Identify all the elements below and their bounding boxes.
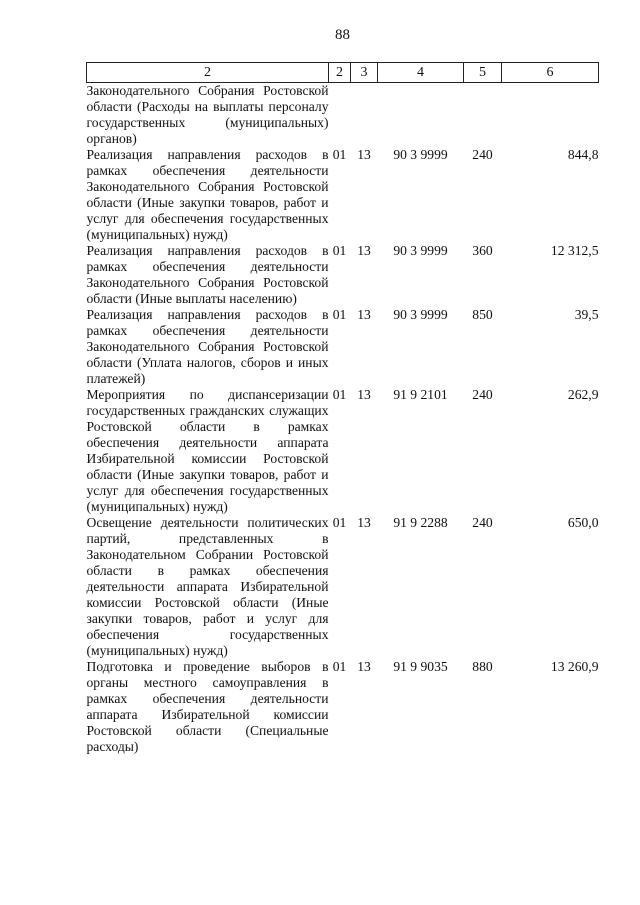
row-subsection: 13 — [357, 307, 371, 322]
row-description: Подготовка и проведение выборов в органы местного самоуправления в рамках обеспечения деятельности аппарата Избирательной комиссии Ростовской области (Специальные расходы) — [86, 659, 329, 754]
row-target-article: 90 3 9999 — [393, 243, 448, 258]
row-amount: 650,0 — [567, 515, 599, 530]
row-description: Реализация направления расходов в рамках обеспечения деятельности Законодательного Собрания Ростовской области (Уплата налогов, сборов и иных платежей) — [86, 307, 329, 386]
table-row — [87, 387, 599, 515]
row-target-article: 91 9 9035 — [393, 659, 448, 674]
table-row — [87, 515, 599, 659]
row-target-article: 90 3 9999 — [393, 307, 448, 322]
row-section: 01 — [332, 307, 347, 322]
row-expense-type: 360 — [472, 243, 493, 258]
header-col-target-article: 4 — [378, 63, 464, 83]
row-subsection: 13 — [357, 659, 371, 674]
page-number: 88 — [335, 27, 350, 43]
table-row — [87, 307, 599, 387]
table-header-row — [87, 63, 599, 83]
row-section: 01 — [332, 659, 347, 674]
row-subsection: 13 — [357, 147, 371, 162]
table-row — [87, 83, 599, 148]
row-section: 01 — [332, 147, 347, 162]
row-amount: 12 312,5 — [550, 243, 599, 258]
row-description: Реализация направления расходов в рамках обеспечения деятельности Законодательного Собрания Ростовской области (Иные выплаты населению) — [86, 243, 329, 306]
row-expense-type — [464, 83, 502, 148]
row-description: Реализация направления расходов в рамках обеспечения деятельности Законодательного Собрания Ростовской области (Иные закупки товаров, работ и услуг для обеспечения государственных (муниципальных) нужд) — [86, 147, 329, 242]
row-expense-type: 880 — [472, 659, 493, 674]
row-target-article — [378, 83, 464, 148]
row-expense-type: 240 — [472, 387, 493, 402]
row-expense-type: 240 — [472, 515, 493, 530]
row-subsection: 13 — [357, 387, 371, 402]
header-col-section: 2 — [329, 63, 351, 83]
row-subsection: 13 — [357, 243, 371, 258]
row-amount — [502, 83, 599, 148]
row-section: 01 — [332, 515, 347, 530]
row-description: Освещение деятельности политических партий, представленных в Законодательном Собрании Ростовской области в рамках обеспечения деятельности аппарата Избирательной комиссии Ростовской области (Иные закупки товаров, работ и услуг для обеспечения государственных (муниципальных) нужд) — [86, 515, 329, 658]
row-amount: 262,9 — [567, 387, 599, 402]
row-section — [329, 83, 351, 148]
row-expense-type: 850 — [472, 307, 493, 322]
budget-table — [86, 62, 599, 755]
header-col-amount: 6 — [502, 63, 599, 83]
row-section: 01 — [332, 387, 347, 402]
row-subsection — [351, 83, 378, 148]
row-expense-type: 240 — [472, 147, 493, 162]
table-row — [87, 147, 599, 243]
row-description: Законодательного Собрания Ростовской области (Расходы на выплаты персоналу государственных (муниципальных) органов) — [86, 83, 329, 146]
row-amount: 39,5 — [574, 307, 599, 322]
row-description: Мероприятия по диспансеризации государственных гражданских служащих Ростовской области в рамках обеспечения деятельности аппарата Избирательной комиссии Ростовской области (Иные закупки товаров, работ и услуг для обеспечения государственных (муниципальных) нужд) — [86, 387, 329, 514]
table-row — [87, 243, 599, 307]
row-target-article: 91 9 2288 — [393, 515, 448, 530]
header-col-expense-type: 5 — [464, 63, 502, 83]
row-amount: 844,8 — [567, 147, 599, 162]
row-subsection: 13 — [357, 515, 371, 530]
header-col-name: 2 — [87, 63, 329, 83]
row-section: 01 — [332, 243, 347, 258]
row-target-article: 91 9 2101 — [393, 387, 448, 402]
header-col-subsection: 3 — [351, 63, 378, 83]
row-target-article: 90 3 9999 — [393, 147, 448, 162]
table-row — [87, 659, 599, 755]
row-amount: 13 260,9 — [550, 659, 599, 674]
